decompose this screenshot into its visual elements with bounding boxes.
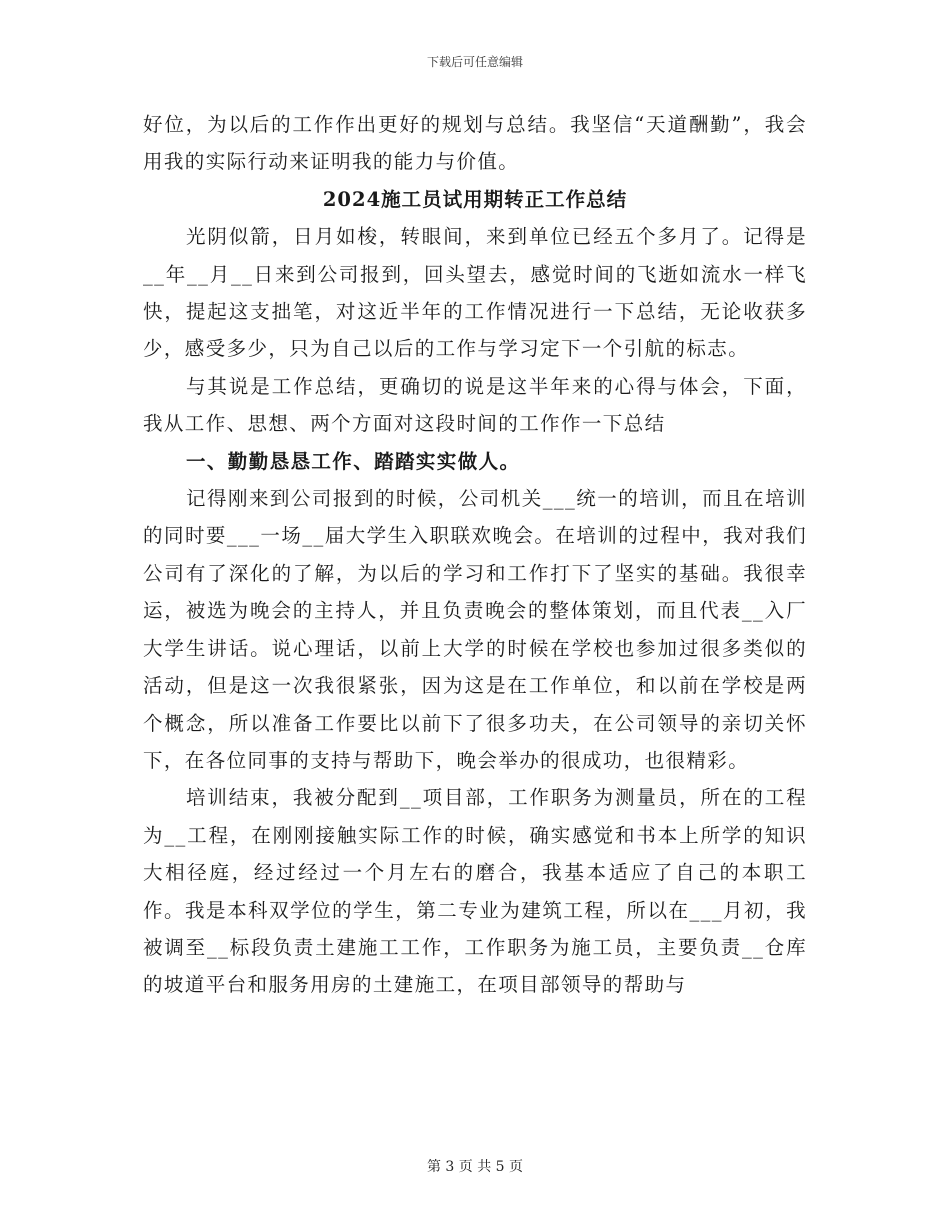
body-paragraph: 记得刚来到公司报到的时候，公司机关___统一的培训，而且在培训的同时要___一场__届大学生入职联欢晚会。在培训的过程中，我对我们公司有了深化的了解，为以后的学习和工作打下了坚实的基础。我很幸运，被选为晚会的主持人，并且负责晚会的整体策划，而且代表__入厂大学生讲话。说心理话，以前上大学的时候在学校也参加过很多类似的活动，但是这一次我很紧张，因为这是在工作单位，和以前在学校是两个概念，所以准备工作要比以前下了很多功夫，在公司领导的亲切关怀下，在各位同事的支持与帮助下，晚会举办的很成功，也很精彩。 (143, 487, 807, 772)
body-paragraph: 与其说是工作总结，更确切的说是这半年来的心得与体会，下面，我从工作、思想、两个方面对这段时间的工作作一下总结 (143, 374, 807, 436)
page-header: 下载后可任意编辑 (426, 55, 523, 69)
document-title: 2024施工员试用期转正工作总结 (322, 187, 628, 211)
page-number: 第 3 页 共 5 页 (426, 1159, 524, 1175)
document-body (143, 106, 807, 1004)
body-paragraph: 光阴似箭，日月如梭，转眼间，来到单位已经五个多月了。记得是__年__月__日来到公司报到，回头望去，感觉时间的飞逝如流水一样飞快，提起这支拙笔，对这近半年的工作情况进行一下总结，无论收获多少，感受多少，只为自己以后的工作与学习定下一个引航的标志。 (143, 225, 807, 361)
section-heading: 一、勤勤恳恳工作、踏踏实实做人。 (186, 449, 521, 473)
body-paragraph: 培训结束，我被分配到__项目部，工作职务为测量员，所在的工程为__工程，在刚刚接触实际工作的时候，确实感觉和书本上所学的知识大相径庭，经过经过一个月左右的磨合，我基本适应了自己的本职工作。我是本科双学位的学生，第二专业为建筑工程，所以在___月初，我被调至__标段负责土建施工工作，工作职务为施工员，主要负责__仓库的坡道平台和服务用房的土建施工，在项目部领导的帮助与 (143, 786, 807, 997)
body-paragraph: 好位，为以后的工作作出更好的规划与总结。我坚信“天道酬勤”，我会用我的实际行动来证明我的能力与价值。 (143, 113, 807, 174)
